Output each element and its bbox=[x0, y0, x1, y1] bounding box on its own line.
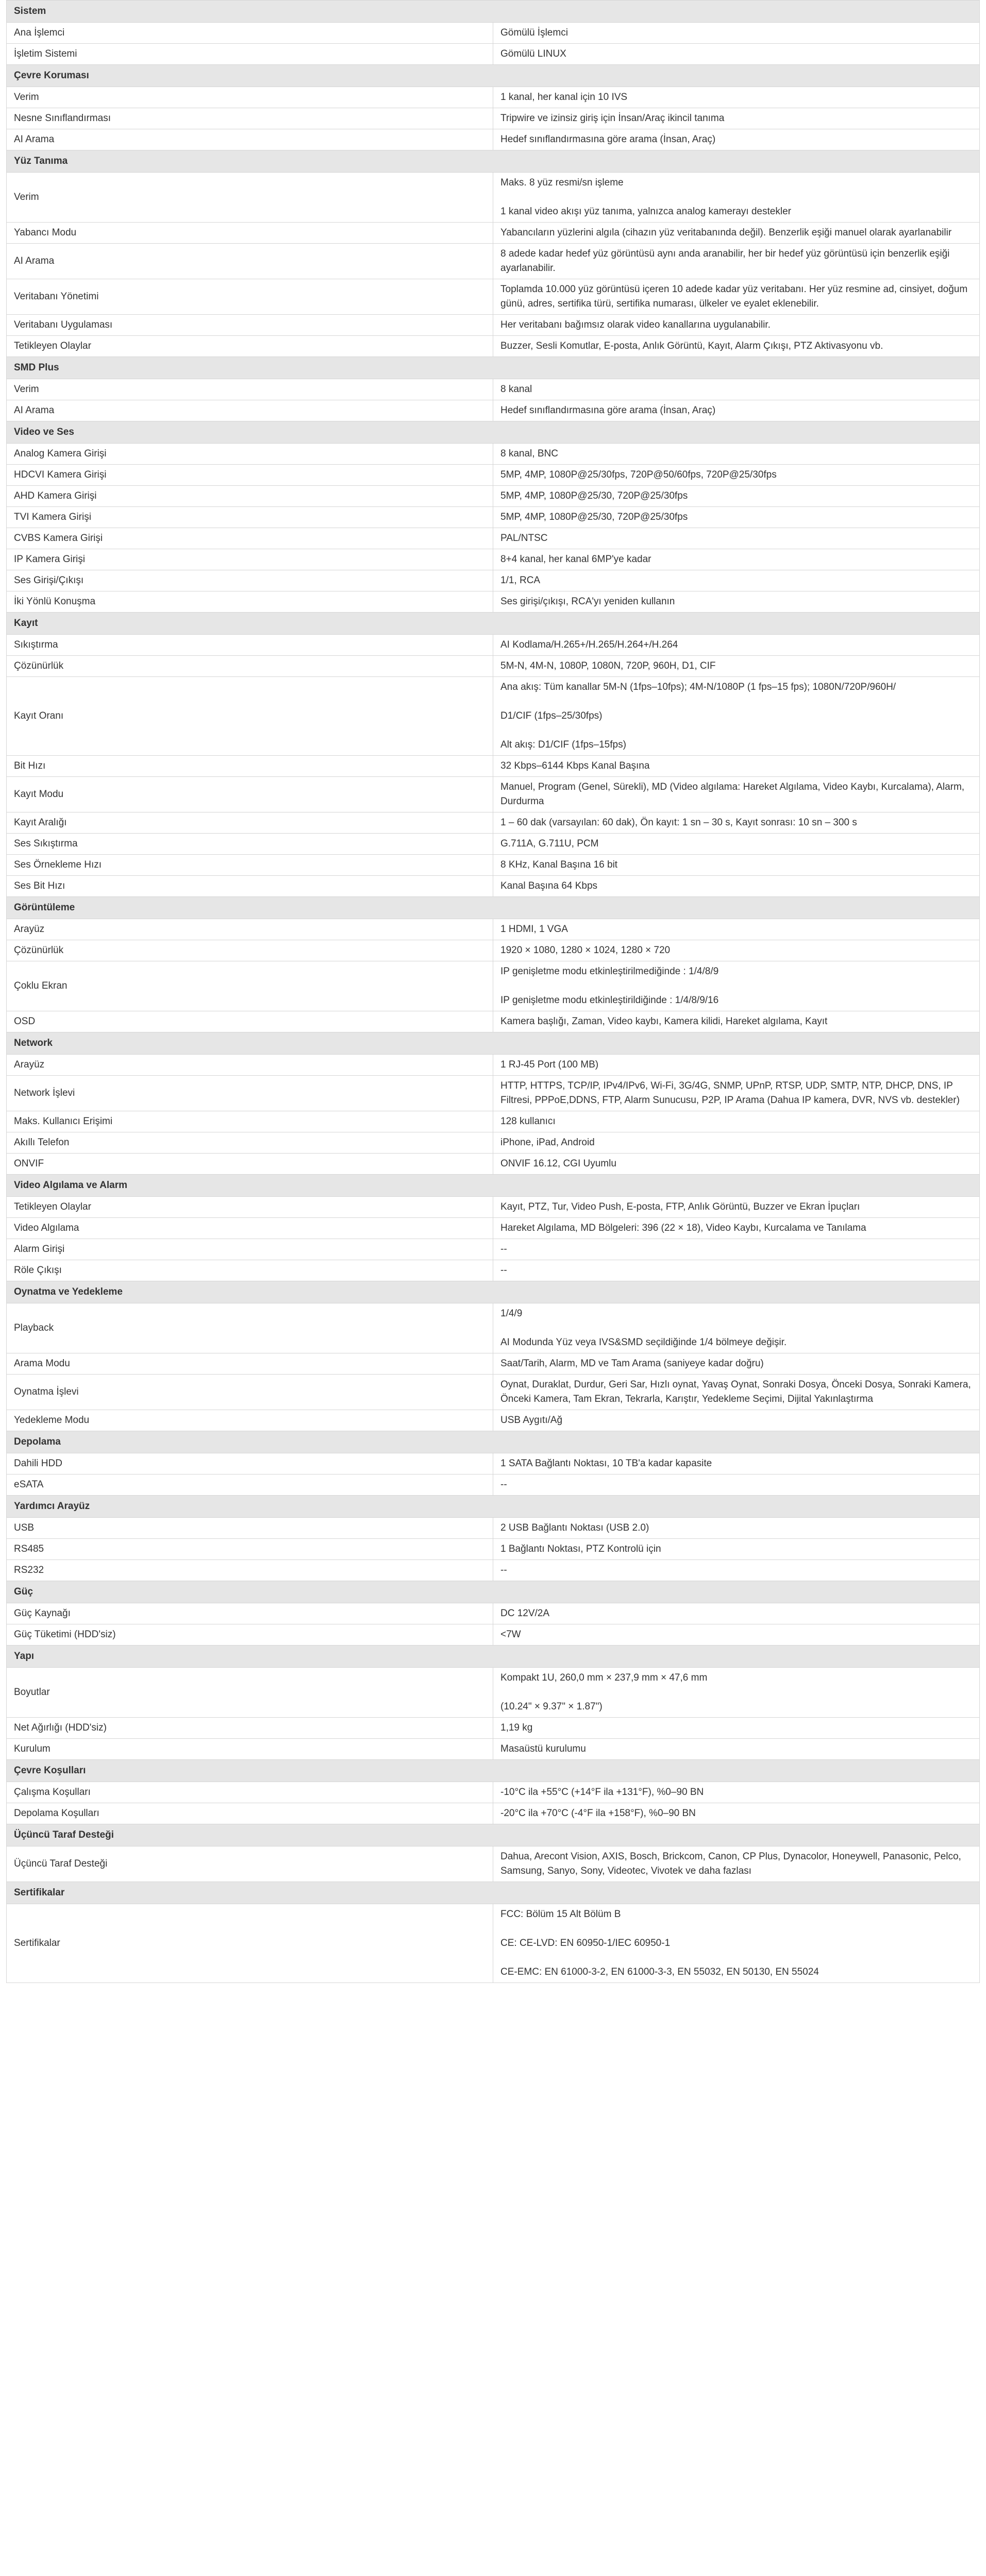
spec-row bbox=[7, 876, 980, 897]
spec-value bbox=[493, 173, 980, 223]
spec-value-line: 8 adede kadar hedef yüz görüntüsü aynı anda aranabilir, her bir hedef yüz görüntüsü için benzerlik eşiği ayarlanabilir. bbox=[500, 248, 950, 274]
section-header bbox=[7, 897, 980, 919]
spec-row bbox=[7, 1739, 980, 1760]
spec-value bbox=[493, 1803, 980, 1824]
section-title: Yüz Tanıma bbox=[7, 150, 980, 173]
spec-label: Kayıt Aralığı bbox=[7, 812, 493, 834]
spec-value-line: 5MP, 4MP, 1080P@25/30fps, 720P@50/60fps, 720P@25/30fps bbox=[500, 469, 777, 480]
spec-value-line: Ses girişi/çıkışı, RCA'yı yeniden kullanın bbox=[500, 596, 675, 607]
spec-value-line: 1920 × 1080, 1280 × 1024, 1280 × 720 bbox=[500, 945, 671, 956]
spec-value bbox=[493, 549, 980, 570]
spec-row bbox=[7, 1668, 980, 1718]
spec-value-line: 5M-N, 4M-N, 1080P, 1080N, 720P, 960H, D1, CIF bbox=[500, 660, 716, 671]
spec-value-line: FCC: Bölüm 15 Alt Bölüm B bbox=[500, 1909, 621, 1920]
spec-label: Net Ağırlığı (HDD'siz) bbox=[7, 1718, 493, 1739]
spec-row bbox=[7, 486, 980, 507]
spec-value-line: Saat/Tarih, Alarm, MD ve Tam Arama (saniyeye kadar doğru) bbox=[500, 1358, 764, 1369]
spec-value-line: -10°C ila +55°C (+14°F ila +131°F), %0–90 BN bbox=[500, 1787, 704, 1798]
spec-row bbox=[7, 812, 980, 834]
section-title: Depolama bbox=[7, 1431, 980, 1453]
spec-row bbox=[7, 44, 980, 65]
spec-label: Playback bbox=[7, 1303, 493, 1353]
spec-value-line: 32 Kbps–6144 Kbps Kanal Başına bbox=[500, 760, 650, 771]
spec-value-line: -- bbox=[500, 1565, 507, 1575]
spec-label: Ses Sıkıştırma bbox=[7, 834, 493, 855]
spec-value-line: Gömülü İşlemci bbox=[500, 27, 568, 38]
spec-value bbox=[493, 1303, 980, 1353]
spec-value bbox=[493, 1410, 980, 1431]
spec-row bbox=[7, 379, 980, 400]
spec-value bbox=[493, 1197, 980, 1218]
spec-value bbox=[493, 961, 980, 1011]
section-title: Güç bbox=[7, 1581, 980, 1603]
spec-value bbox=[493, 1132, 980, 1154]
spec-value-line: IP genişletme modu etkinleştirildiğinde : 1/4/8/9/16 bbox=[500, 995, 719, 1006]
spec-row bbox=[7, 1603, 980, 1624]
spec-row bbox=[7, 635, 980, 656]
section-header bbox=[7, 613, 980, 635]
spec-row bbox=[7, 108, 980, 129]
spec-row bbox=[7, 855, 980, 876]
spec-row bbox=[7, 961, 980, 1011]
spec-value-line: AI Kodlama/H.265+/H.265/H.264+/H.264 bbox=[500, 639, 678, 650]
spec-value-line: DC 12V/2A bbox=[500, 1608, 550, 1619]
spec-value bbox=[493, 1239, 980, 1260]
spec-value bbox=[493, 812, 980, 834]
line-gap bbox=[500, 1685, 972, 1700]
spec-value bbox=[493, 400, 980, 421]
spec-value-line: 128 kullanıcı bbox=[500, 1116, 556, 1127]
spec-value-line: (10.24" × 9.37" × 1.87") bbox=[500, 1701, 603, 1712]
spec-row bbox=[7, 244, 980, 279]
spec-label: Kayıt Oranı bbox=[7, 677, 493, 756]
spec-value bbox=[493, 486, 980, 507]
spec-row bbox=[7, 1197, 980, 1218]
spec-value bbox=[493, 777, 980, 812]
spec-label: Veritabanı Uygulaması bbox=[7, 315, 493, 336]
spec-label: Verim bbox=[7, 173, 493, 223]
spec-row bbox=[7, 1518, 980, 1539]
spec-row bbox=[7, 1055, 980, 1076]
spec-value-line: Manuel, Program (Genel, Sürekli), MD (Video algılama: Hareket Algılama, Video Kaybı, Kurcalama), Alarm, Durdurma bbox=[500, 782, 965, 807]
spec-label: Yabancı Modu bbox=[7, 223, 493, 244]
spec-value bbox=[493, 1739, 980, 1760]
section-title: Yapı bbox=[7, 1646, 980, 1668]
spec-row bbox=[7, 223, 980, 244]
section-header bbox=[7, 65, 980, 87]
spec-value-line: ONVIF 16.12, CGI Uyumlu bbox=[500, 1158, 616, 1169]
section-header bbox=[7, 1175, 980, 1197]
spec-value-line: Masaüstü kurulumu bbox=[500, 1743, 586, 1754]
section-title: Görüntüleme bbox=[7, 897, 980, 919]
spec-row bbox=[7, 1904, 980, 1983]
spec-value bbox=[493, 919, 980, 940]
spec-label: Depolama Koşulları bbox=[7, 1803, 493, 1824]
spec-row bbox=[7, 87, 980, 108]
spec-row bbox=[7, 173, 980, 223]
spec-value-line: 8 kanal bbox=[500, 384, 532, 395]
spec-label: Akıllı Telefon bbox=[7, 1132, 493, 1154]
spec-value bbox=[493, 1624, 980, 1646]
line-gap bbox=[500, 694, 972, 709]
spec-table bbox=[6, 0, 980, 1983]
spec-label: CVBS Kamera Girişi bbox=[7, 528, 493, 549]
section-title: Kayıt bbox=[7, 613, 980, 635]
spec-value-line: Kayıt, PTZ, Tur, Video Push, E-posta, FTP, Anlık Görüntü, Buzzer ve Ekran İpuçları bbox=[500, 1201, 860, 1212]
spec-row bbox=[7, 1846, 980, 1882]
line-gap bbox=[500, 190, 972, 205]
spec-row bbox=[7, 1560, 980, 1581]
spec-label: Üçüncü Taraf Desteği bbox=[7, 1846, 493, 1882]
line-gap bbox=[500, 1922, 972, 1936]
spec-value bbox=[493, 1154, 980, 1175]
spec-value bbox=[493, 1055, 980, 1076]
spec-value-line: Yabancıların yüzlerini algıla (cihazın yüz veritabanında değil). Benzerlik eşiği manuel olarak ayarlanabilir bbox=[500, 227, 952, 238]
spec-value bbox=[493, 108, 980, 129]
spec-label: RS232 bbox=[7, 1560, 493, 1581]
spec-value-line: <7W bbox=[500, 1629, 521, 1640]
spec-value bbox=[493, 635, 980, 656]
spec-value bbox=[493, 507, 980, 528]
spec-value bbox=[493, 1560, 980, 1581]
spec-value-line: -- bbox=[500, 1265, 507, 1276]
spec-row bbox=[7, 1624, 980, 1646]
section-header bbox=[7, 1646, 980, 1668]
section-title: Çevre Koşulları bbox=[7, 1760, 980, 1782]
spec-value-line: CE: CE-LVD: EN 60950-1/IEC 60950-1 bbox=[500, 1938, 671, 1948]
spec-row bbox=[7, 1375, 980, 1410]
spec-value-line: 1 Bağlantı Noktası, PTZ Kontrolü için bbox=[500, 1544, 661, 1554]
section-header bbox=[7, 1882, 980, 1904]
line-gap bbox=[500, 1951, 972, 1965]
spec-label: İşletim Sistemi bbox=[7, 44, 493, 65]
spec-value bbox=[493, 876, 980, 897]
spec-row bbox=[7, 465, 980, 486]
spec-label: IP Kamera Girişi bbox=[7, 549, 493, 570]
spec-value bbox=[493, 1846, 980, 1882]
spec-label: HDCVI Kamera Girişi bbox=[7, 465, 493, 486]
spec-label: Yedekleme Modu bbox=[7, 1410, 493, 1431]
spec-value-line: Tripwire ve izinsiz giriş için İnsan/Araç ikincil tanıma bbox=[500, 113, 725, 124]
spec-value bbox=[493, 279, 980, 315]
spec-value bbox=[493, 1353, 980, 1375]
spec-label: USB bbox=[7, 1518, 493, 1539]
section-header bbox=[7, 421, 980, 444]
spec-row bbox=[7, 1539, 980, 1560]
spec-row bbox=[7, 1353, 980, 1375]
spec-value-line: AI Modunda Yüz veya IVS&SMD seçildiğinde 1/4 bölmeye değişir. bbox=[500, 1337, 787, 1348]
spec-value bbox=[493, 129, 980, 150]
spec-value-line: G.711A, G.711U, PCM bbox=[500, 838, 599, 849]
spec-value bbox=[493, 44, 980, 65]
spec-row bbox=[7, 336, 980, 357]
spec-row bbox=[7, 940, 980, 961]
spec-row bbox=[7, 1303, 980, 1353]
section-header bbox=[7, 1, 980, 23]
spec-value-line: 1 – 60 dak (varsayılan: 60 dak), Ön kayıt: 1 sn – 30 s, Kayıt sonrası: 10 sn – 300 s bbox=[500, 817, 857, 828]
spec-row bbox=[7, 1410, 980, 1431]
spec-label: Sıkıştırma bbox=[7, 635, 493, 656]
spec-value-line: D1/CIF (1fps–25/30fps) bbox=[500, 710, 603, 721]
spec-value-line: Alt akış: D1/CIF (1fps–15fps) bbox=[500, 739, 626, 750]
spec-value-line: 1 HDMI, 1 VGA bbox=[500, 924, 568, 935]
spec-label: Bit Hızı bbox=[7, 756, 493, 777]
spec-row bbox=[7, 677, 980, 756]
spec-value bbox=[493, 223, 980, 244]
spec-label: AI Arama bbox=[7, 400, 493, 421]
spec-row bbox=[7, 315, 980, 336]
spec-value-line: PAL/NTSC bbox=[500, 533, 548, 544]
spec-label: OSD bbox=[7, 1011, 493, 1032]
spec-value bbox=[493, 656, 980, 677]
spec-value-line: Hedef sınıflandırmasına göre arama (İnsan, Araç) bbox=[500, 405, 716, 416]
line-gap bbox=[500, 1321, 972, 1335]
spec-row bbox=[7, 919, 980, 940]
spec-value bbox=[493, 465, 980, 486]
spec-value-line: USB Aygıtı/Ağ bbox=[500, 1415, 563, 1426]
spec-label: AI Arama bbox=[7, 129, 493, 150]
spec-value bbox=[493, 1904, 980, 1983]
spec-row bbox=[7, 528, 980, 549]
spec-label: İki Yönlü Konuşma bbox=[7, 591, 493, 613]
spec-row bbox=[7, 1218, 980, 1239]
spec-value-line: 5MP, 4MP, 1080P@25/30, 720P@25/30fps bbox=[500, 512, 688, 522]
spec-label: Ana İşlemci bbox=[7, 23, 493, 44]
spec-value-line: Toplamda 10.000 yüz görüntüsü içeren 10 adede kadar yüz veritabanı. Her yüz resmine ad, cinsiyet, doğum günü, adres, sertifika türü, sertifika numarası, ülkeler ve eyalet eklenebilir. bbox=[500, 284, 968, 309]
section-header bbox=[7, 1281, 980, 1303]
spec-label: RS485 bbox=[7, 1539, 493, 1560]
section-title: Sistem bbox=[7, 1, 980, 23]
section-title: Video ve Ses bbox=[7, 421, 980, 444]
spec-value-line: 5MP, 4MP, 1080P@25/30, 720P@25/30fps bbox=[500, 490, 688, 501]
spec-row bbox=[7, 1803, 980, 1824]
spec-value bbox=[493, 1718, 980, 1739]
spec-value bbox=[493, 23, 980, 44]
spec-value-line: -- bbox=[500, 1479, 507, 1490]
spec-label: Maks. Kullanıcı Erişimi bbox=[7, 1111, 493, 1132]
spec-value-line: Ana akış: Tüm kanallar 5M-N (1fps–10fps); 4M-N/1080P (1 fps–15 fps); 1080N/720P/960H/ bbox=[500, 682, 896, 692]
spec-value-line: HTTP, HTTPS, TCP/IP, IPv4/IPv6, Wi-Fi, 3G/4G, SNMP, UPnP, RTSP, UDP, SMTP, NTP, DHCP, DNS, IP Filtresi, PPPoE,DDNS, FTP, Alarm Sunucusu, P2P, IP Arama (Dahua IP kamera, DVR, NVS vb. destekler) bbox=[500, 1080, 960, 1106]
section-title: Network bbox=[7, 1032, 980, 1055]
spec-value bbox=[493, 1668, 980, 1718]
spec-value-line: 1 kanal video akışı yüz tanıma, yalnızca analog kamerayı destekler bbox=[500, 206, 791, 217]
spec-value-line: 1 SATA Bağlantı Noktası, 10 TB'a kadar kapasite bbox=[500, 1458, 712, 1469]
spec-row bbox=[7, 444, 980, 465]
spec-label: AI Arama bbox=[7, 244, 493, 279]
spec-row bbox=[7, 591, 980, 613]
spec-value bbox=[493, 1260, 980, 1281]
spec-value-line: Hareket Algılama, MD Bölgeleri: 396 (22 × 18), Video Kaybı, Kurcalama ve Tanılama bbox=[500, 1223, 866, 1233]
spec-label: Sertifikalar bbox=[7, 1904, 493, 1983]
spec-value bbox=[493, 336, 980, 357]
spec-row bbox=[7, 777, 980, 812]
spec-label: Ses Bit Hızı bbox=[7, 876, 493, 897]
spec-row bbox=[7, 549, 980, 570]
spec-label: Arama Modu bbox=[7, 1353, 493, 1375]
spec-label: Ses Örnekleme Hızı bbox=[7, 855, 493, 876]
spec-value-line: -20°C ila +70°C (-4°F ila +158°F), %0–90 BN bbox=[500, 1808, 696, 1819]
spec-value-line: Her veritabanı bağımsız olarak video kanallarına uygulanabilir. bbox=[500, 319, 771, 330]
spec-label: Video Algılama bbox=[7, 1218, 493, 1239]
spec-label: Güç Kaynağı bbox=[7, 1603, 493, 1624]
spec-label: Arayüz bbox=[7, 919, 493, 940]
section-title: SMD Plus bbox=[7, 357, 980, 379]
spec-row bbox=[7, 23, 980, 44]
spec-row bbox=[7, 400, 980, 421]
line-gap bbox=[500, 979, 972, 993]
spec-label: TVI Kamera Girişi bbox=[7, 507, 493, 528]
spec-value bbox=[493, 756, 980, 777]
spec-value-line: 1,19 kg bbox=[500, 1722, 533, 1733]
spec-value-line: CE-EMC: EN 61000-3-2, EN 61000-3-3, EN 55032, EN 50130, EN 55024 bbox=[500, 1967, 819, 1977]
spec-row bbox=[7, 1475, 980, 1496]
spec-row bbox=[7, 834, 980, 855]
spec-label: Çalışma Koşulları bbox=[7, 1782, 493, 1803]
spec-value-line: Oynat, Duraklat, Durdur, Geri Sar, Hızlı oynat, Yavaş Oynat, Sonraki Dosya, Önceki Dosya, Sonraki Kamera, Önceki Kamera, Tam Ekran, Tekrarla, Karıştır, Yedekleme Seçimi, Dijital Yakınlaştırma bbox=[500, 1379, 971, 1404]
spec-value-line: 1/4/9 bbox=[500, 1308, 523, 1319]
spec-row bbox=[7, 1718, 980, 1739]
spec-value-line: 2 USB Bağlantı Noktası (USB 2.0) bbox=[500, 1522, 649, 1533]
spec-row bbox=[7, 656, 980, 677]
spec-value-line: Maks. 8 yüz resmi/sn işleme bbox=[500, 177, 624, 188]
spec-label: Oynatma İşlevi bbox=[7, 1375, 493, 1410]
spec-row bbox=[7, 1154, 980, 1175]
section-header bbox=[7, 1431, 980, 1453]
spec-label: Çözünürlük bbox=[7, 656, 493, 677]
spec-value-line: Kanal Başına 64 Kbps bbox=[500, 880, 598, 891]
section-title: Çevre Koruması bbox=[7, 65, 980, 87]
spec-value bbox=[493, 1603, 980, 1624]
section-header bbox=[7, 1760, 980, 1782]
spec-row bbox=[7, 129, 980, 150]
spec-label: AHD Kamera Girişi bbox=[7, 486, 493, 507]
spec-value bbox=[493, 940, 980, 961]
spec-row bbox=[7, 1239, 980, 1260]
spec-value bbox=[493, 1453, 980, 1475]
section-header bbox=[7, 357, 980, 379]
spec-value-line: Gömülü LINUX bbox=[500, 48, 566, 59]
spec-row bbox=[7, 279, 980, 315]
section-title: Üçüncü Taraf Desteği bbox=[7, 1824, 980, 1846]
spec-value-line: 1 kanal, her kanal için 10 IVS bbox=[500, 92, 628, 103]
spec-value bbox=[493, 834, 980, 855]
spec-row bbox=[7, 1011, 980, 1032]
spec-value-line: Kompakt 1U, 260,0 mm × 237,9 mm × 47,6 mm bbox=[500, 1672, 708, 1683]
spec-value-line: iPhone, iPad, Android bbox=[500, 1137, 595, 1148]
spec-value bbox=[493, 1475, 980, 1496]
spec-row bbox=[7, 1782, 980, 1803]
spec-label: Verim bbox=[7, 87, 493, 108]
spec-value-line: Hedef sınıflandırmasına göre arama (İnsan, Araç) bbox=[500, 134, 716, 145]
spec-row bbox=[7, 507, 980, 528]
spec-value bbox=[493, 379, 980, 400]
spec-value bbox=[493, 87, 980, 108]
spec-label: Arayüz bbox=[7, 1055, 493, 1076]
section-title: Sertifikalar bbox=[7, 1882, 980, 1904]
spec-label: Ses Girişi/Çıkışı bbox=[7, 570, 493, 591]
spec-label: Güç Tüketimi (HDD'siz) bbox=[7, 1624, 493, 1646]
spec-label: Çözünürlük bbox=[7, 940, 493, 961]
section-title: Yardımcı Arayüz bbox=[7, 1496, 980, 1518]
spec-value bbox=[493, 1518, 980, 1539]
spec-row bbox=[7, 1453, 980, 1475]
spec-label: Kayıt Modu bbox=[7, 777, 493, 812]
spec-value-line: 1 RJ-45 Port (100 MB) bbox=[500, 1059, 599, 1070]
spec-value-line: 8+4 kanal, her kanal 6MP'ye kadar bbox=[500, 554, 651, 565]
spec-value bbox=[493, 591, 980, 613]
spec-value bbox=[493, 570, 980, 591]
spec-value bbox=[493, 315, 980, 336]
spec-value-line: Buzzer, Sesli Komutlar, E-posta, Anlık Görüntü, Kayıt, Alarm Çıkışı, PTZ Aktivasyonu vb. bbox=[500, 341, 883, 351]
spec-value-line: IP genişletme modu etkinleştirilmediğinde : 1/4/8/9 bbox=[500, 966, 719, 977]
section-header bbox=[7, 1581, 980, 1603]
section-header bbox=[7, 1496, 980, 1518]
spec-label: ONVIF bbox=[7, 1154, 493, 1175]
spec-row bbox=[7, 1132, 980, 1154]
section-header bbox=[7, 150, 980, 173]
spec-value bbox=[493, 1375, 980, 1410]
spec-table-container bbox=[6, 0, 980, 1983]
spec-label: Alarm Girişi bbox=[7, 1239, 493, 1260]
spec-label: Çoklu Ekran bbox=[7, 961, 493, 1011]
section-title: Oynatma ve Yedekleme bbox=[7, 1281, 980, 1303]
spec-label: Boyutlar bbox=[7, 1668, 493, 1718]
spec-value-line: 8 KHz, Kanal Başına 16 bit bbox=[500, 859, 618, 870]
spec-row bbox=[7, 1260, 980, 1281]
spec-value bbox=[493, 1076, 980, 1111]
line-gap bbox=[500, 723, 972, 738]
spec-value bbox=[493, 1111, 980, 1132]
spec-value bbox=[493, 1539, 980, 1560]
section-header bbox=[7, 1032, 980, 1055]
spec-row bbox=[7, 570, 980, 591]
spec-row bbox=[7, 756, 980, 777]
spec-label: Dahili HDD bbox=[7, 1453, 493, 1475]
spec-label: Veritabanı Yönetimi bbox=[7, 279, 493, 315]
spec-value-line: 1/1, RCA bbox=[500, 575, 541, 586]
spec-label: Verim bbox=[7, 379, 493, 400]
spec-label: Röle Çıkışı bbox=[7, 1260, 493, 1281]
spec-value bbox=[493, 1782, 980, 1803]
spec-label: Analog Kamera Girişi bbox=[7, 444, 493, 465]
spec-value-line: -- bbox=[500, 1244, 507, 1255]
spec-row bbox=[7, 1111, 980, 1132]
spec-label: Network İşlevi bbox=[7, 1076, 493, 1111]
spec-value bbox=[493, 1218, 980, 1239]
spec-value bbox=[493, 528, 980, 549]
spec-value-line: Dahua, Arecont Vision, AXIS, Bosch, Brickcom, Canon, CP Plus, Dynacolor, Honeywell, Panasonic, Pelco, Samsung, Sanyo, Sony, Videotec, Vivotek ve daha fazlası bbox=[500, 1851, 961, 1876]
section-title: Video Algılama ve Alarm bbox=[7, 1175, 980, 1197]
spec-label: Tetikleyen Olaylar bbox=[7, 336, 493, 357]
spec-value-line: 8 kanal, BNC bbox=[500, 448, 558, 459]
spec-label: Nesne Sınıflandırması bbox=[7, 108, 493, 129]
spec-label: Tetikleyen Olaylar bbox=[7, 1197, 493, 1218]
spec-label: Kurulum bbox=[7, 1739, 493, 1760]
spec-label: eSATA bbox=[7, 1475, 493, 1496]
spec-value bbox=[493, 444, 980, 465]
spec-value bbox=[493, 1011, 980, 1032]
spec-value bbox=[493, 855, 980, 876]
spec-value bbox=[493, 244, 980, 279]
spec-row bbox=[7, 1076, 980, 1111]
spec-value-line: Kamera başlığı, Zaman, Video kaybı, Kamera kilidi, Hareket algılama, Kayıt bbox=[500, 1016, 828, 1027]
section-header bbox=[7, 1824, 980, 1846]
spec-value bbox=[493, 677, 980, 756]
